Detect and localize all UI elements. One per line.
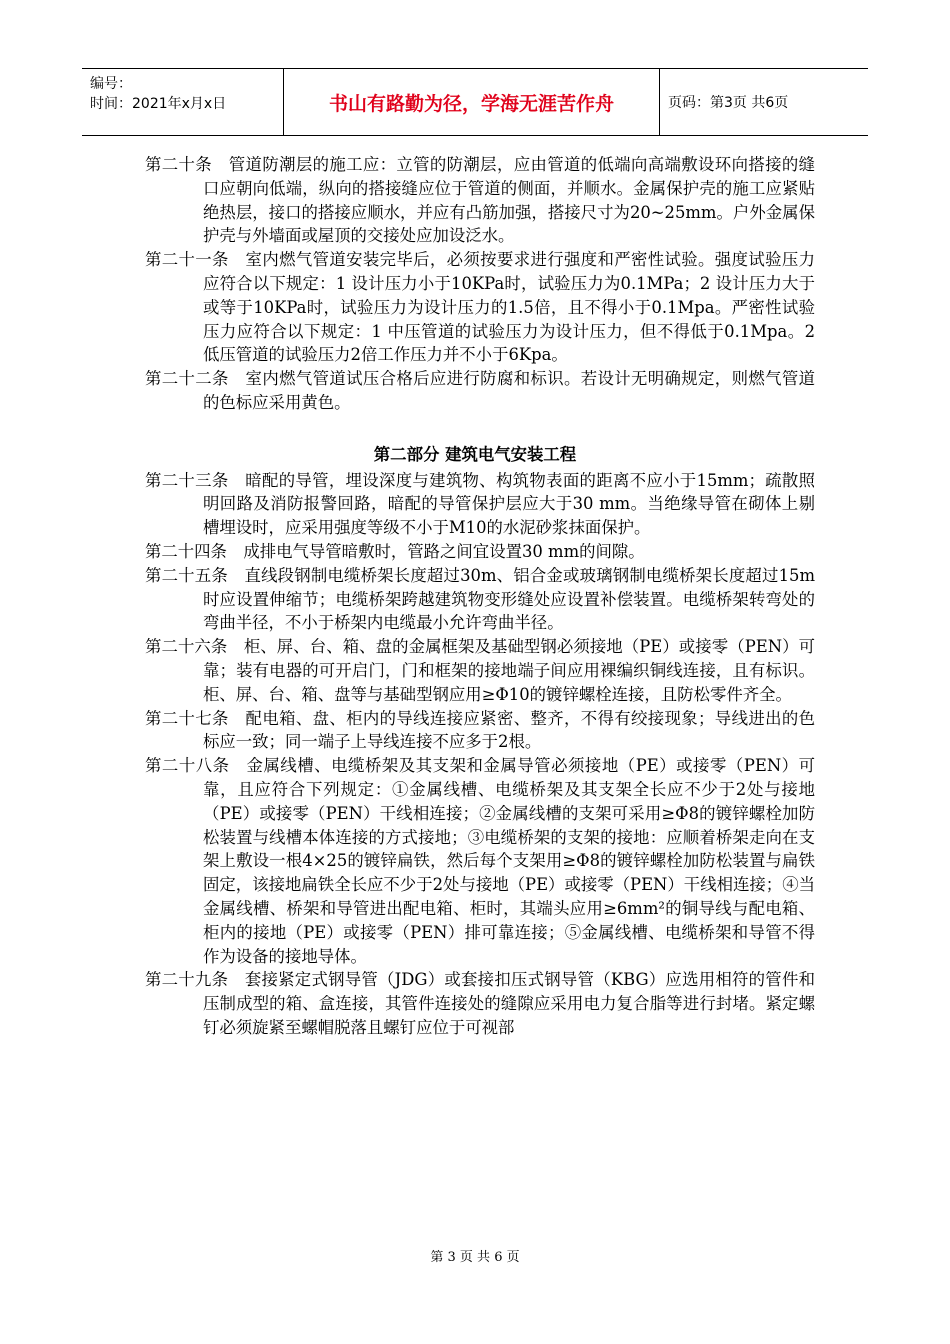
header-table (82, 68, 868, 136)
article-22: 第二十二条 室内燃气管道试压合格后应进行防腐和标识。若设计无明确规定，则燃气管道的色标应采用黄色。 (145, 369, 815, 412)
number-label: 编号： (90, 76, 132, 92)
article-25: 第二十五条 直线段钢制电缆桥架长度超过30m、铝合金或玻璃钢制电缆桥架长度超过15m时应设置伸缩节；电缆桥架跨越建筑物变形缝处应设置补偿装置。电缆桥架转弯处的弯曲半径，不小于桥架内电缆最小允许弯曲半径。 (145, 565, 815, 633)
article-21: 第二十一条 室内燃气管道安装完毕后，必须按要求进行强度和严密性试验。强度试验压力应符合以下规定：1 设计压力小于10KPa时，试验压力为0.1MPa；2 设计压力大于或等于10KPa时，试验压力为设计压力的1.5倍，且不得小于0.1Mpa。严密性试验压力应符合以下规定：1 中压管道的试验压力为设计压力，但不得低于0.1Mpa。2 低压管道的试验压力2倍工作压力并不小于6Kpa。 (145, 250, 815, 365)
header-meta (82, 69, 284, 135)
article-23: 第二十三条 暗配的导管，埋设深度与建筑物、构筑物表面的距离不应小于15mm；疏散照明回路及消防报警回路，暗配的导管保护层应大于30 mm。当绝缘导管在砌体上剔槽埋设时，应采用强度等级不小于M10的水泥砂浆抹面保护。 (145, 470, 815, 538)
article-26: 第二十六条 柜、屏、台、箱、盘的金属框架及基础型钢必须接地（PE）或接零（PEN）可靠；装有电器的可开启门，门和框架的接地端子间应用裸编织铜线连接，且有标识。柜、屏、台、箱、盘等与基础型钢应用≥Φ10的镀锌螺栓连接，且防松零件齐全。 (145, 637, 815, 704)
time-label: 时间：2021年x月x日 (90, 96, 227, 112)
header-motto: 书山有路勤为径，学海无涯苦作舟 (284, 69, 660, 135)
article-28: 第二十八条 金属线槽、电缆桥架及其支架和金属导管必须接地（PE）或接零（PEN）可靠，且应符合下列规定：①金属线槽、电缆桥架及其支架全长应不少于2处与接地（PE）或接零（PEN）干线相连接；②金属线槽的支架可采用≥Φ8的镀锌螺栓加防松装置与线槽本体连接的方式接地；③电缆桥架的支架的接地：应顺着桥架走向在支架上敷设一根4×25的镀锌扁铁，然后每个支架用≥Φ8的镀锌螺栓加防松装置与扁铁固定，该接地扁铁全长应不少于2处与接地（PE）或接零（PEN）干线相连接；④当金属线槽、桥架和导管进出配电箱、柜时，其端头应用≥6mm²的铜导线与配电箱、柜内的接地（PE）或接零（PEN）排可靠连接；⑤金属线槽、电缆桥架和导管不得作为设备的接地导体。 (145, 756, 815, 966)
page-footer: 第 3 页 共 6 页 (430, 1250, 520, 1265)
article-20: 第二十条 管道防潮层的施工应：立管的防潮层，应由管道的低端向高端敷设环向搭接的缝口应朝向低端，纵向的搭接缝应位于管道的侧面，并顺水。金属保护壳的施工应紧贴绝热层，接口的搭接应顺水，并应有凸筋加强，搭接尺寸为20~25mm。户外金属保护壳与外墙面或屋顶的交接处应加设泛水。 (145, 155, 815, 246)
section-heading: 第二部分 建筑电气安装工程 (373, 444, 577, 464)
document-body (145, 153, 815, 1040)
article-27: 第二十七条 配电箱、盘、柜内的导线连接应紧密、整齐，不得有绞接现象；导线进出的色标应一致；同一端子上导线连接不应多于2根。 (145, 708, 815, 752)
article-24: 第二十四条 成排电气导管暗敷时，管路之间宜设置30 mm的间隙。 (145, 541, 645, 561)
article-29: 第二十九条 套接紧定式钢导管（JDG）或套接扣压式钢导管（KBG）应选用相符的管件和压制成型的箱、盒连接，其管件连接处的缝隙应采用电力复合脂等进行封堵。紧定螺钉必须旋紧至螺帽脱落且螺钉应位于可视部 (145, 970, 815, 1037)
header-page-info: 页码：第3页 共6页 (668, 95, 789, 111)
